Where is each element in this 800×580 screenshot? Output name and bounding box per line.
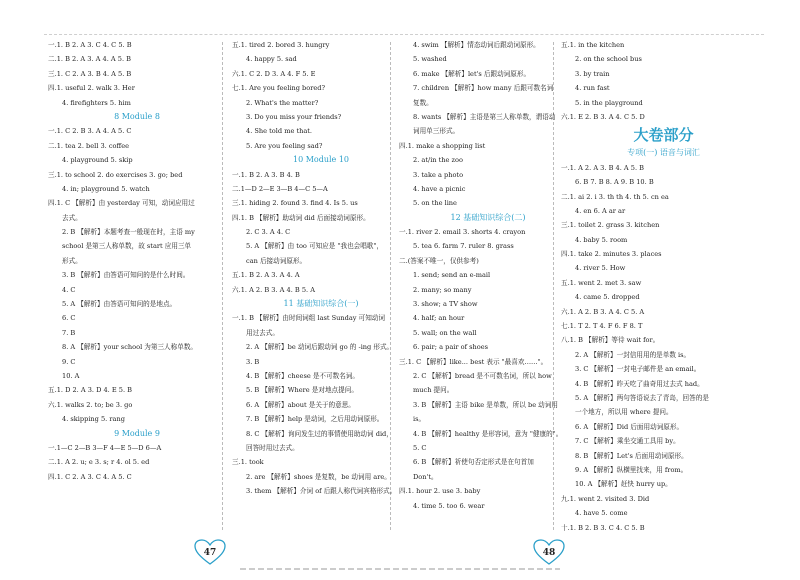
answer-line: 2. on the school bus <box>575 55 642 64</box>
answer-line: 一.1—C 2—B 3—F 4—E 5—D 6—A <box>48 443 162 452</box>
answer-line: 7. C 【解析】乘坐交通工具用 by。 <box>575 437 680 446</box>
answer-line: 3. show; a TV show <box>413 300 478 309</box>
section-heading: 12 基础知识综合(二) <box>450 212 526 222</box>
answer-line: 二.1. tea 2. bell 3. coffee <box>48 141 130 150</box>
answer-line: 2. A 【解析】一封信用用的是单数 is。 <box>575 350 691 359</box>
answer-line: 八.1. B 【解析】等待 wait for。 <box>561 336 660 345</box>
section-heading: 8 Module 8 <box>114 111 160 121</box>
answer-line: 四.1. C 2. A 3. C 4. A 5. C <box>48 472 132 481</box>
answer-line: 5. A 【解析】由 too 可知应是 "我也会唱歌"， <box>246 242 384 251</box>
answer-line: 三.1. C 【解析】like... best 表示 "最喜欢……"。 <box>399 357 548 366</box>
answer-line: 三.1. toilet 2. grass 3. kitchen <box>561 221 660 230</box>
answer-line: 3. B <box>246 357 260 366</box>
answer-line: 4. run fast <box>575 84 610 93</box>
answer-line: 二.1. ai 2. i 3. th th 4. th 5. cn ea <box>561 192 669 201</box>
page-number-text: 48 <box>542 548 556 558</box>
answer-line: 6. B 7. B 8. A 9. B 10. B <box>575 178 654 187</box>
answer-line: 5. A 【解析】由答语可知问的是地点。 <box>62 300 177 309</box>
answer-line: 3. B 【解析】由答语可知问的是什么时间。 <box>62 271 190 280</box>
answer-line: 五.1. went 2. met 3. saw <box>561 278 642 287</box>
section-heading: 专项(一) 语音与词汇 <box>627 148 700 158</box>
answer-line: 5. wall; on the wall <box>413 328 477 337</box>
answer-column-1 <box>48 38 226 484</box>
answer-line: 六.1. walks 2. to; be 3. go <box>48 400 133 409</box>
answer-line: 一.1. B 2. A 3. B 4. B <box>232 170 300 179</box>
answer-line: 10. A <box>62 371 80 380</box>
section-heading: 10 Module 10 <box>292 155 350 165</box>
answer-line: 2. many; so many <box>413 285 472 294</box>
answer-line: 5. B 【解析】Where 是对地点提问。 <box>246 386 358 395</box>
answer-line: 8. A 【解析】your school 为第三人称单数。 <box>62 343 198 352</box>
answer-line: 7. B <box>62 328 76 337</box>
answer-line: 4. happy 5. sad <box>246 55 297 64</box>
answer-line: 4. C <box>62 285 76 294</box>
answer-line: 4. B 【解析】昨天吃了曲奇用过去式 had。 <box>575 379 704 388</box>
answer-line: 2. C 3. A 4. C <box>246 228 291 237</box>
answer-line: 一.1. B 2. A 3. C 4. C 5. B <box>48 41 132 49</box>
answer-line: 七.1. Are you feeling bored? <box>232 84 326 93</box>
answer-line: 4. baby 5. room <box>575 235 628 244</box>
answer-line: 2. C 【解析】bread 是不可数名词，所以 how <box>413 371 552 380</box>
answer-line: 5. washed <box>413 55 447 64</box>
answer-line: 6. B 【解析】祈使句否定形式是在句首加 <box>413 458 534 467</box>
page-number-right <box>532 538 566 566</box>
answer-line: 三.1. C 2. A 3. B 4. A 5. B <box>48 69 132 78</box>
answer-line: school 是第三人称单数，故 start 应用三单 <box>62 242 192 251</box>
answer-line: 四.1. useful 2. walk 3. Her <box>48 84 135 93</box>
answer-line: 形式。 <box>62 256 82 265</box>
answer-line: 去式。 <box>62 213 82 222</box>
answer-line: 4. B 【解析】cheese 是不可数名词。 <box>246 371 359 380</box>
answer-line: 4. came 5. dropped <box>575 293 640 302</box>
answer-line: 3. Do you miss your friends? <box>246 112 342 121</box>
answer-line: 五.1. D 2. A 3. D 4. E 5. B <box>48 386 133 395</box>
answer-line: 1. send; send an e-mail <box>413 271 491 280</box>
answer-line: 10. A 【解析】赶快 hurry up。 <box>575 480 672 489</box>
answer-line: 六.1. A 2. B 3. A 4. B 5. A <box>232 285 315 294</box>
answer-line: 2. at/in the zoo <box>413 156 463 165</box>
answer-line: 四.1. B 【解析】助动词 did 后面接动词原形。 <box>232 213 370 222</box>
answer-line: 一个地方，所以用 where 提问。 <box>575 408 673 417</box>
answer-line: 7. children 【解析】how many 后跟可数名词 <box>413 84 554 93</box>
answer-line: 3. by train <box>575 69 610 78</box>
answer-line: 6. pair; a pair of shoes <box>413 343 489 352</box>
answer-line: 4. swim 【解析】情态动词后跟动词原形。 <box>413 41 540 49</box>
answer-line: 4. time 5. too 6. wear <box>413 501 485 510</box>
answer-line: 六.1. A 2. B 3. A 4. C 5. A <box>561 307 645 316</box>
answer-line: 二.1. A 2. u; e 3. s; r 4. ol 5. ed <box>48 458 150 467</box>
answer-line: 3. them 【解析】介词 of 后跟人称代词宾格形式。 <box>246 487 397 496</box>
section-heading: 9 Module 9 <box>114 428 160 438</box>
answer-line: 二.(答案不唯一，仅供参考) <box>399 256 479 265</box>
answer-line: 五.1. tired 2. bored 3. hungry <box>232 41 330 49</box>
answer-line: 4. playground 5. skip <box>62 156 133 165</box>
answer-line: 4. en 6. A ar ar <box>575 206 626 215</box>
answer-line: 8. wants 【解析】主语是第三人称单数，谓语动 <box>413 112 556 121</box>
answer-line: 9. A 【解析】纵横里找来，用 from。 <box>575 465 688 474</box>
answer-line: 2. B 【解析】本题考查一般现在时，主语 my <box>62 228 195 237</box>
footer-strip <box>240 566 560 572</box>
answer-line: 4. have 5. come <box>575 509 628 518</box>
answer-line: 一.1. river 2. email 3. shorts 4. crayon <box>399 228 526 237</box>
answer-line: 4. skipping 5. rang <box>62 415 125 424</box>
answer-line: 词用单三形式。 <box>413 127 460 136</box>
answer-line: 5. Are you feeling sad? <box>246 141 323 150</box>
answer-line: 二.1—D 2—E 3—B 4—C 5—A <box>232 184 328 193</box>
answer-line: 3. take a photo <box>413 170 464 179</box>
answer-line: 九.1. went 2. visited 3. Did <box>561 494 650 503</box>
answer-line: 2. What's the matter? <box>246 98 319 107</box>
answer-line: 5. A 【解析】两句答语说去了青岛，回答的是 <box>575 393 709 402</box>
answer-line: 8. B 【解析】Let's 后面用动词原形。 <box>575 451 688 460</box>
answer-line: 4. in; playground 5. watch <box>62 184 150 193</box>
answer-line: 3. B 【解析】主语 bike 是单数，所以 be 动词用 <box>413 400 558 409</box>
answer-line: 4. have a picnic <box>413 184 466 193</box>
answer-line: 5. in the playground <box>575 98 643 107</box>
answer-line: 5. tea 6. farm 7. ruler 8. grass <box>413 242 514 251</box>
answer-line: 复数。 <box>413 98 433 107</box>
answer-line: Don't。 <box>413 472 438 481</box>
answer-line: 7. B 【解析】help 是动词，之后用动词原形。 <box>246 415 384 424</box>
answer-line: 三.1. to school 2. do exercises 3. go; bed <box>48 170 183 179</box>
answer-line: 回答时用过去式。 <box>246 443 299 452</box>
answer-line: 8. C 【解析】询问发生过的事情使用助动词 did， <box>246 429 393 438</box>
section-heading: 11 基础知识综合(一) <box>283 299 359 309</box>
answer-line: 2. A 【解析】be 动词后跟动词 go 的 -ing 形式。 <box>246 343 394 352</box>
answer-line: can 后接动词原形。 <box>246 256 307 265</box>
answer-column-3 <box>399 38 577 513</box>
answer-line: 十.1. B 2. B 3. C 4. C 5. B <box>561 523 645 532</box>
answer-line: 9. C <box>62 357 76 366</box>
page-number-text: 47 <box>203 548 217 558</box>
answer-line: 一.1. B 【解析】由时间词组 last Sunday 可知动词 <box>232 314 385 323</box>
answer-line: 四.1. take 2. minutes 3. places <box>561 250 662 259</box>
answer-line: 七.1. T 2. T 4. F 6. F 8. T <box>561 322 643 331</box>
answer-line: 5. on the line <box>413 199 457 208</box>
answer-line: 六.1. C 2. D 3. A 4. F 5. E <box>232 69 316 78</box>
top-rule <box>44 34 764 35</box>
answer-line: 4. B 【解析】healthy 是形容词，意为 "健康的"。 <box>413 429 563 438</box>
part-title: 大卷部分 <box>633 126 694 145</box>
answer-line: 二.1. B 2. A 3. A 4. A 5. B <box>48 55 131 64</box>
answer-line: much 提问。 <box>413 386 454 395</box>
answer-line: 5. C <box>413 443 427 452</box>
answer-line: 6. C <box>62 314 76 323</box>
answer-column-2 <box>232 38 410 499</box>
answer-line: 一.1. C 2. B 3. A 4. A 5. C <box>48 127 132 136</box>
page-number-left <box>193 538 227 566</box>
answer-column-4 <box>561 38 766 535</box>
answer-line: 6. make 【解析】let's 后跟动词原形。 <box>413 69 531 78</box>
answer-line: 四.1. C 【解析】由 yesterday 可知，动词应用过 <box>48 199 195 208</box>
answer-line: 五.1. in the kitchen <box>561 41 625 49</box>
answer-line: 四.1. hour 2. use 3. baby <box>399 487 481 496</box>
answer-line: 五.1. B 2. A 3. A 4. A <box>232 271 300 280</box>
answer-line: 三.1. hiding 2. found 3. find 4. Is 5. us <box>232 199 358 208</box>
answer-line: 用过去式。 <box>246 328 279 337</box>
answer-line: 一.1. A 2. A 3. B 4. A 5. B <box>561 163 644 172</box>
answer-line: 6. A 【解析】Did 后面用动词原形。 <box>575 422 684 431</box>
answer-line: 4. half; an hour <box>413 314 465 323</box>
answer-line: 六.1. E 2. B 3. A 4. C 5. D <box>561 112 645 121</box>
answer-line: 2. are 【解析】shoes 是复数，be 动词用 are。 <box>246 472 391 481</box>
answer-line: is。 <box>413 415 426 424</box>
answer-line: 3. C 【解析】一封电子邮件是 an email。 <box>575 365 701 374</box>
answer-line: 6. A 【解析】about 是关于的意思。 <box>246 400 355 409</box>
answer-line: 4. She told me that. <box>246 127 313 136</box>
answer-line: 四.1. make a shopping list <box>399 141 486 150</box>
answer-line: 4. river 5. How <box>575 264 626 273</box>
answer-line: 4. firefighters 5. him <box>62 98 131 107</box>
answer-line: 三.1. took <box>232 458 264 467</box>
